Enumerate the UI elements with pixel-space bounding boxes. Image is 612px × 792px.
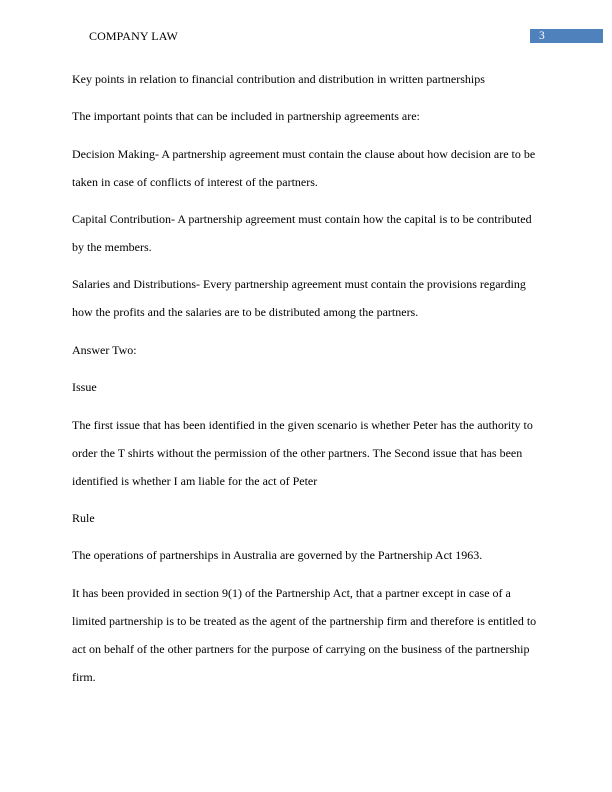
text-line: The first issue that has been identified in the given scenario is whether Peter has the authority to: [72, 418, 533, 432]
text-line: Capital Contribution- A partnership agreement must contain how the capital is to be contributed: [72, 212, 532, 226]
paragraph-capital-contribution: [72, 205, 542, 261]
heading-rule: [72, 504, 542, 532]
text-line: how the profits and the salaries are to be distributed among the partners.: [72, 305, 419, 319]
page-number: 3: [539, 30, 545, 42]
text-line: Key points in relation to financial contribution and distribution in written partnerships: [72, 72, 485, 86]
text-line: Salaries and Distributions- Every partnership agreement must contain the provisions regarding: [72, 277, 526, 291]
text-line: taken in case of conflicts of interest of the partners.: [72, 175, 318, 189]
text-line: act on behalf of the other partners for the purpose of carrying on the business of the partnership: [72, 642, 530, 656]
heading-issue: [72, 373, 542, 401]
running-head-title: COMPANY LAW: [89, 29, 178, 43]
heading-answer-two: [72, 336, 542, 364]
text-line: It has been provided in section 9(1) of the Partnership Act, that a partner except in case of a: [72, 586, 511, 600]
text-line: Issue: [72, 380, 97, 394]
paragraph-issue: [72, 411, 542, 495]
text-line: firm.: [72, 670, 96, 684]
paragraph-important-points: [72, 102, 542, 130]
paragraph-section-9: [72, 579, 542, 691]
paragraph-partnership-act: [72, 541, 542, 569]
text-line: The operations of partnerships in Australia are governed by the Partnership Act 1963.: [72, 548, 483, 562]
text-line: order the T shirts without the permission of the other partners. The Second issue that has been: [72, 446, 523, 460]
text-line: Decision Making- A partnership agreement must contain the clause about how decision are to be: [72, 147, 536, 161]
page-number-box: [530, 29, 603, 43]
paragraph-decision-making: [72, 140, 542, 196]
paragraph-key-points: [72, 65, 542, 93]
paragraph-salaries-distributions: [72, 270, 542, 326]
text-line: Rule: [72, 511, 95, 525]
text-line: Answer Two:: [72, 343, 137, 357]
text-line: by the members.: [72, 240, 152, 254]
text-line: identified is whether I am liable for the act of Peter: [72, 474, 318, 488]
text-line: limited partnership is to be treated as the agent of the partnership firm and therefore is entitled to: [72, 614, 537, 628]
text-line: The important points that can be included in partnership agreements are:: [72, 109, 420, 123]
